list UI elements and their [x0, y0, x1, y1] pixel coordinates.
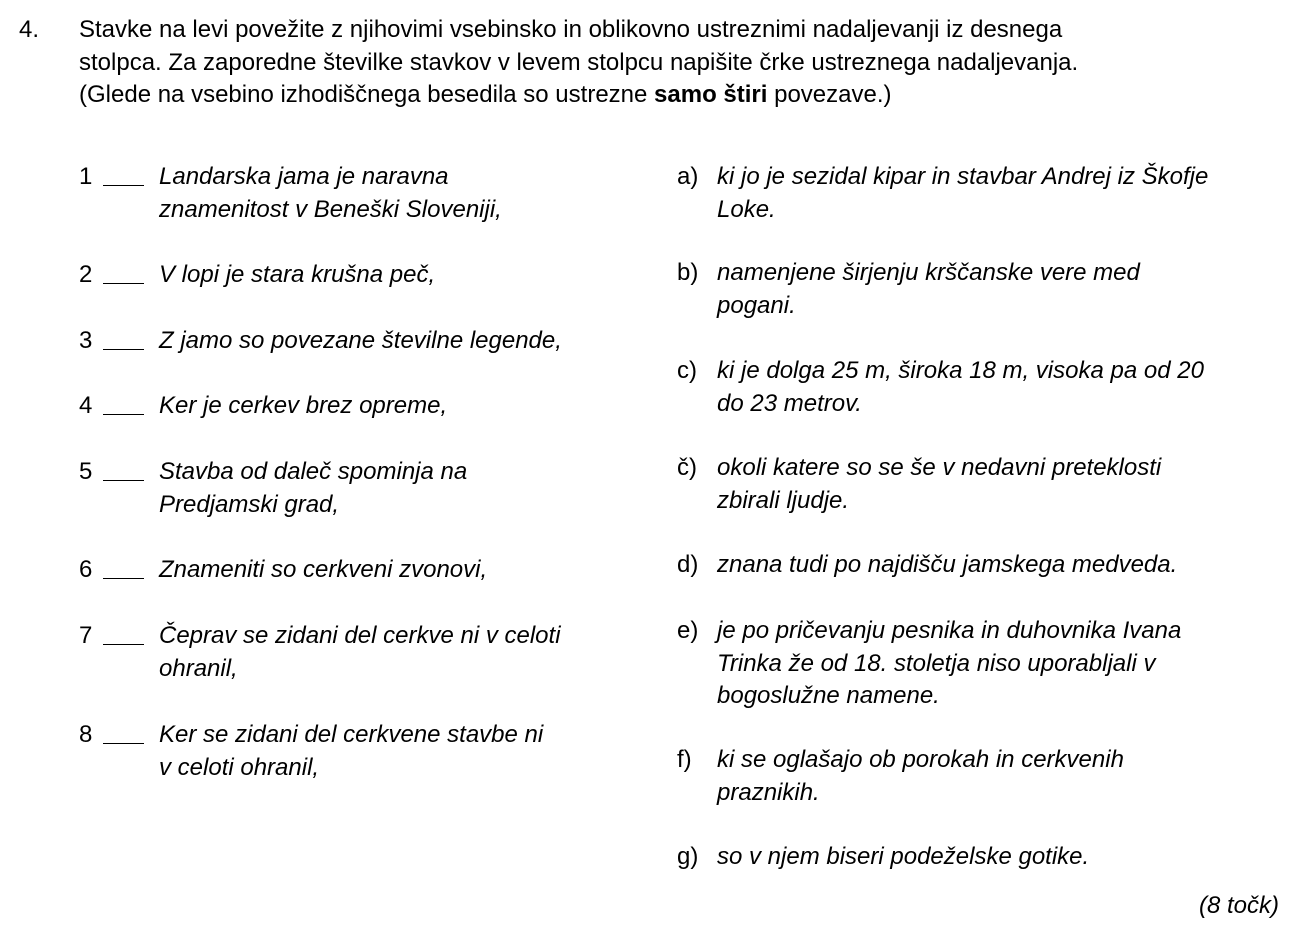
- answer-blank-8[interactable]: [103, 743, 144, 744]
- left-item-line: Ker se zidani del cerkvene stavbe ni: [159, 721, 544, 748]
- right-item-line: namenjene širjenju krščanske vere med: [717, 259, 1140, 286]
- right-item-text: [717, 615, 1292, 713]
- left-item-number: 6: [79, 556, 93, 583]
- left-item-line: V lopi je stara krušna peč,: [159, 261, 436, 288]
- left-item-line: v celoti ohranil,: [159, 753, 320, 781]
- left-item-number: 1: [79, 163, 93, 190]
- question-number: 4.: [19, 16, 40, 43]
- right-item-text: [717, 452, 1292, 517]
- right-item-line: zbirali ljudje.: [717, 486, 850, 514]
- right-item-text: [717, 355, 1292, 420]
- left-item-line: znamenitost v Beneški Sloveniji,: [159, 195, 502, 223]
- answer-blank-3[interactable]: [103, 349, 144, 350]
- right-item-line: okoli katere so se še v nedavni preteklosti: [717, 454, 1162, 481]
- right-item-line: je po pričevanju pesnika in duhovnika Ivana: [717, 617, 1182, 644]
- left-item-line: Znameniti so cerkveni zvonovi,: [159, 556, 488, 583]
- right-item-line: ki se oglašajo ob porokah in cerkvenih: [717, 746, 1124, 773]
- left-item-text: [159, 554, 639, 587]
- left-item-text: [159, 390, 639, 423]
- instruction-line-2: stolpca. Za zaporedne številke stavkov v levem stolpcu napišite črke ustreznega nadaljevanja.: [79, 48, 1079, 76]
- right-item-letter: f): [677, 746, 692, 773]
- points-label: (8 točk): [1198, 892, 1279, 919]
- right-item-text: [717, 744, 1292, 809]
- left-item-line: Predjamski grad,: [159, 490, 340, 518]
- left-item-text: [159, 259, 639, 292]
- right-item-line: bogoslužne namene.: [717, 682, 940, 709]
- right-item-letter: d): [677, 551, 699, 578]
- right-item-line: do 23 metrov.: [717, 389, 862, 417]
- right-item-line: pogani.: [717, 291, 796, 319]
- left-item-text: [159, 325, 639, 358]
- left-item-number: 3: [79, 327, 93, 354]
- left-item-number: 8: [79, 721, 93, 748]
- left-item-text: [159, 456, 639, 521]
- right-item-letter: c): [677, 357, 697, 384]
- instruction-emphasis: samo štiri: [654, 81, 768, 108]
- left-item-line: Landarska jama je naravna: [159, 163, 449, 190]
- right-item-line: Trinka že od 18. stoletja niso uporabljali v: [717, 649, 1156, 677]
- right-item-line: Loke.: [717, 195, 776, 223]
- right-item-text: [717, 161, 1292, 226]
- answer-blank-2[interactable]: [103, 283, 144, 284]
- right-item-line: ki jo je sezidal kipar in stavbar Andrej iz Škofje: [717, 163, 1209, 190]
- instruction-line-1: Stavke na levi povežite z njihovimi vsebinsko in oblikovno ustreznimi nadaljevanji iz desnega: [79, 16, 1063, 43]
- left-item-number: 4: [79, 392, 93, 419]
- left-item-number: 7: [79, 622, 93, 649]
- question-instruction: [79, 14, 1284, 112]
- left-item-text: [159, 620, 639, 685]
- instruction-line-3-start: (Glede na vsebino izhodiščnega besedila so ustrezne: [79, 81, 655, 108]
- answer-blank-1[interactable]: [103, 185, 144, 186]
- left-item-line: Stavba od daleč spominja na: [159, 458, 468, 485]
- right-item-line: znana tudi po najdišču jamskega medveda.: [717, 551, 1178, 578]
- right-item-text: [717, 549, 1292, 582]
- instruction-line-3: [79, 79, 1284, 112]
- instruction-line-3-end: povezave.): [767, 81, 892, 108]
- right-item-text: [717, 257, 1292, 322]
- right-item-line: ki je dolga 25 m, široka 18 m, visoka pa od 20: [717, 357, 1204, 384]
- right-item-line: praznikih.: [717, 778, 820, 806]
- right-item-letter: e): [677, 617, 699, 644]
- right-item-letter: č): [677, 454, 697, 481]
- left-item-text: [159, 161, 639, 226]
- answer-blank-5[interactable]: [103, 480, 144, 481]
- answer-blank-7[interactable]: [103, 644, 144, 645]
- right-item-letter: a): [677, 163, 699, 190]
- answer-blank-6[interactable]: [103, 578, 144, 579]
- right-item-letter: g): [677, 843, 699, 870]
- right-item-line: so v njem biseri podeželske gotike.: [717, 843, 1090, 870]
- left-item-number: 5: [79, 458, 93, 485]
- left-item-line: Ker je cerkev brez opreme,: [159, 392, 448, 419]
- left-item-number: 2: [79, 261, 93, 288]
- answer-blank-4[interactable]: [103, 414, 144, 415]
- left-item-line: ohranil,: [159, 654, 238, 682]
- right-item-text: [717, 841, 1292, 874]
- left-item-line: Čeprav se zidani del cerkve ni v celoti: [159, 622, 561, 649]
- left-item-text: [159, 719, 639, 784]
- left-item-line: Z jamo so povezane številne legende,: [159, 327, 562, 354]
- right-item-letter: b): [677, 259, 699, 286]
